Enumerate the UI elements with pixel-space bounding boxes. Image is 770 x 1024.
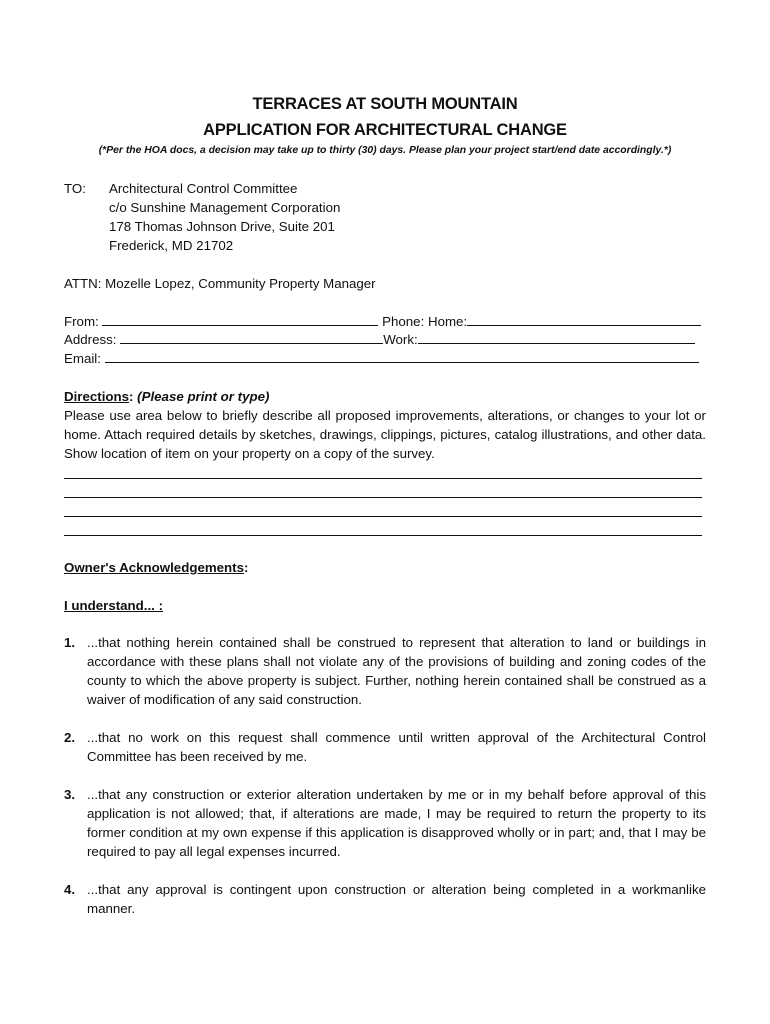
acknowledgement-item-4 bbox=[64, 880, 706, 918]
item-text: ...that nothing herein contained shall be construed to represent that alteration to land or buildings in accordance with these plans shall not violate any of the provisions of building and zoning codes of the county to which the above property is subject. Further, nothing herein contained shall be construed as a waiver of modification of any said construction. bbox=[87, 635, 706, 707]
phone-work-field[interactable] bbox=[418, 330, 695, 344]
directions-body: Please use area below to briefly describe all proposed improvements, alterations, or changes to your lot or home. Attach required details by sketches, drawings, clippings, pictures, catalog illustrations, and other data. Show location of item on your property on a copy of the survey. bbox=[64, 408, 706, 461]
address-row bbox=[64, 330, 695, 349]
acknowledgements-colon: : bbox=[244, 560, 249, 575]
work-label: Work: bbox=[383, 332, 418, 347]
email-label: Email: bbox=[64, 351, 101, 366]
to-line-care-of: c/o Sunshine Management Corporation bbox=[109, 200, 341, 215]
item-number: 4. bbox=[64, 882, 76, 897]
from-label: From: bbox=[64, 314, 99, 329]
acknowledgements-heading-row bbox=[64, 558, 248, 577]
item-number: 1. bbox=[64, 635, 76, 650]
acknowledgements-heading: Owner's Acknowledgements bbox=[64, 560, 245, 575]
item-text: ...that any construction or exterior alteration undertaken by me or in my behalf before approval of this application is not allowed; that, if alterations are made, I may be required to return the property to its former condition at my own expense if this application is disapproved wholly or in part; and, that I may be required to pay all legal expenses incurred. bbox=[87, 787, 706, 859]
to-line-street: 178 Thomas Johnson Drive, Suite 201 bbox=[109, 219, 335, 234]
email-field[interactable] bbox=[105, 349, 699, 363]
attn-line: ATTN: Mozelle Lopez, Community Property Manager bbox=[64, 276, 376, 291]
address-field[interactable] bbox=[120, 330, 383, 344]
item-text: ...that no work on this request shall commence until written approval of the Architectural Control Committee has been received by me. bbox=[87, 730, 706, 764]
directions-colon: : bbox=[129, 389, 134, 404]
phone-home-label: Phone: Home: bbox=[382, 314, 468, 329]
to-line-committee: Architectural Control Committee bbox=[109, 181, 298, 196]
directions-subheading: (Please print or type) bbox=[137, 389, 270, 404]
description-line-1[interactable] bbox=[64, 478, 702, 479]
directions-heading-row bbox=[64, 387, 269, 406]
directions-heading: Directions bbox=[64, 389, 130, 404]
decision-note: (*Per the HOA docs, a decision may take up to thirty (30) days. Please plan your project start/end date accordingly.*) bbox=[98, 145, 672, 156]
item-number: 3. bbox=[64, 787, 76, 802]
item-number: 2. bbox=[64, 730, 76, 745]
description-line-4[interactable] bbox=[64, 535, 702, 536]
to-line-city: Frederick, MD 21702 bbox=[109, 238, 234, 253]
email-row bbox=[64, 349, 699, 368]
item-text: ...that any approval is contingent upon construction or alteration being completed in a workmanlike manner. bbox=[87, 882, 706, 916]
document-title: TERRACES AT SOUTH MOUNTAIN bbox=[252, 95, 518, 113]
address-label: Address: bbox=[64, 332, 117, 347]
phone-home-field[interactable] bbox=[467, 312, 701, 326]
document-subtitle: APPLICATION FOR ARCHITECTURAL CHANGE bbox=[203, 121, 567, 139]
acknowledgement-item-3 bbox=[64, 785, 706, 861]
from-row bbox=[64, 312, 701, 331]
description-line-3[interactable] bbox=[64, 516, 702, 517]
from-field[interactable] bbox=[102, 312, 378, 326]
acknowledgement-item-1 bbox=[64, 633, 706, 709]
understand-heading: I understand... : bbox=[64, 598, 163, 613]
to-label: TO: bbox=[64, 181, 86, 196]
description-line-2[interactable] bbox=[64, 497, 702, 498]
acknowledgement-item-2 bbox=[64, 728, 706, 766]
understand-heading-row bbox=[64, 596, 163, 615]
